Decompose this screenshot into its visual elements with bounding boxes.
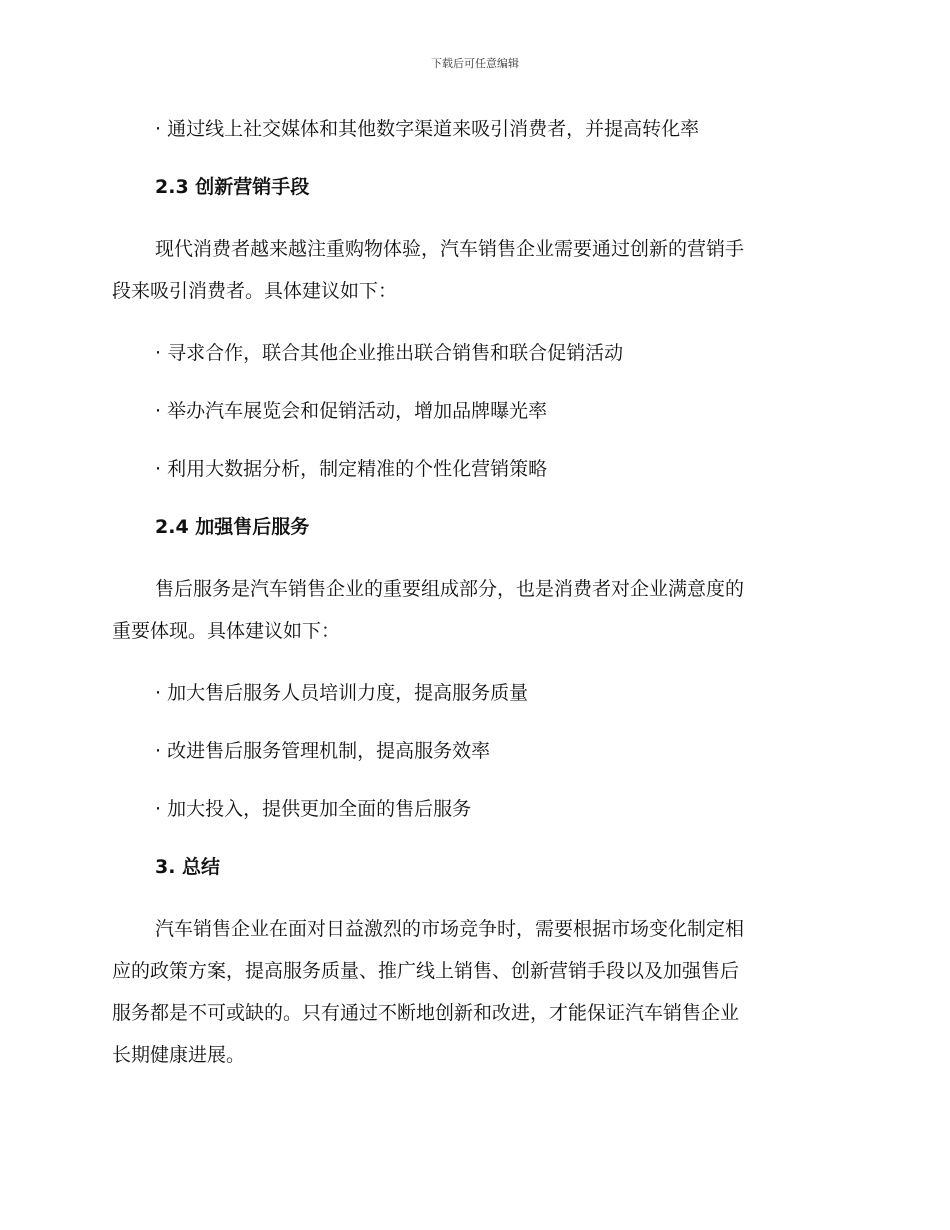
page-header: 下载后可任意编辑: [431, 57, 519, 70]
bullet-digital-channels: · 通过线上社交媒体和其他数字渠道来吸引消费者，并提高转化率: [155, 118, 700, 140]
section-heading-2-3: 2.3 创新营销手段: [155, 176, 310, 198]
paragraph-line: 汽车销售企业在面对日益激烈的市场竞争时，需要根据市场变化制定相: [155, 918, 745, 940]
paragraph-line: 长期健康进展。: [112, 1044, 246, 1066]
section-heading-3: 3. 总结: [155, 856, 221, 878]
paragraph-line: 重要体现。具体建议如下：: [112, 620, 341, 642]
bullet-investment: · 加大投入，提供更加全面的售后服务: [155, 798, 472, 820]
section-heading-2-4: 2.4 加强售后服务: [155, 516, 310, 538]
paragraph-line: 段来吸引消费者。具体建议如下：: [112, 280, 398, 302]
bullet-management: · 改进售后服务管理机制，提高服务效率: [155, 740, 491, 762]
paragraph-line: 现代消费者越来越注重购物体验，汽车销售企业需要通过创新的营销手: [155, 238, 745, 260]
paragraph-line: 售后服务是汽车销售企业的重要组成部分，也是消费者对企业满意度的: [155, 578, 745, 600]
bullet-training: · 加大售后服务人员培训力度，提高服务质量: [155, 682, 529, 704]
bullet-auto-show: · 举办汽车展览会和促销活动，增加品牌曝光率: [155, 400, 548, 422]
paragraph-summary: [112, 908, 832, 1076]
bullet-cooperation: · 寻求合作，联合其他企业推出联合销售和联合促销活动: [155, 342, 624, 364]
paragraph-innovative-marketing: [112, 228, 832, 312]
bullet-big-data: · 利用大数据分析，制定精准的个性化营销策略: [155, 458, 548, 480]
paragraph-line: 应的政策方案，提高服务质量、推广线上销售、创新营销手段以及加强售后: [112, 960, 740, 982]
document-body: [112, 112, 832, 1100]
paragraph-after-sales: [112, 568, 832, 652]
paragraph-line: 服务都是不可或缺的。只有通过不断地创新和改进，才能保证汽车销售企业: [112, 1002, 740, 1024]
